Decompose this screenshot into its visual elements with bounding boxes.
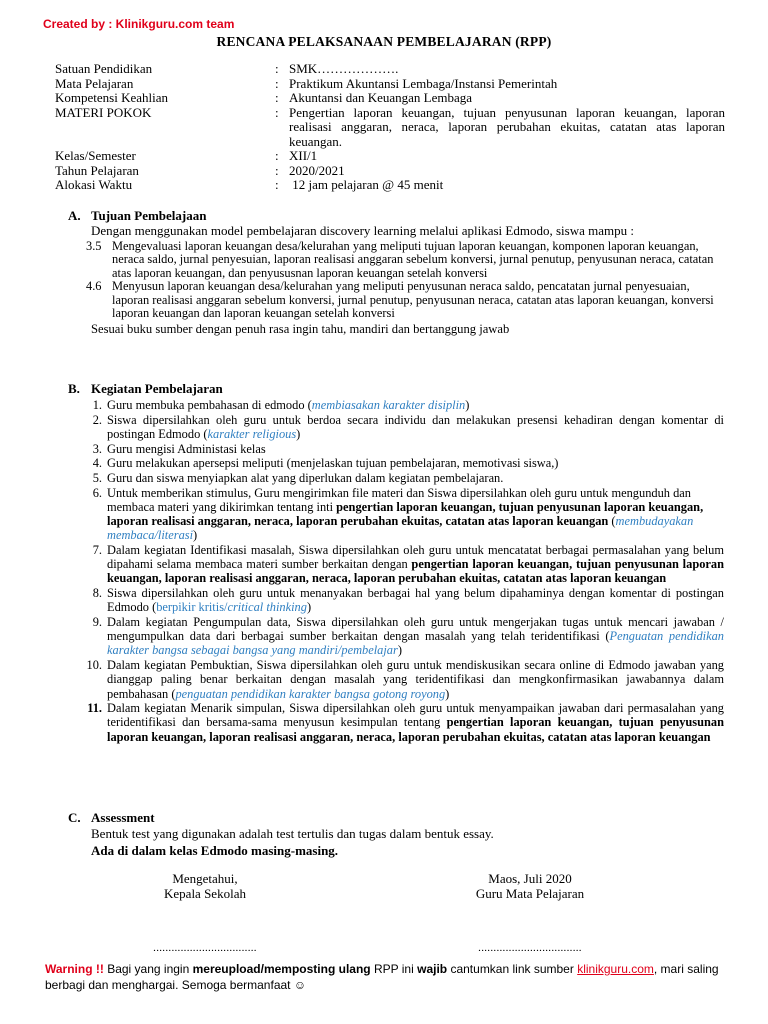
section-title: Assessment bbox=[91, 810, 155, 825]
footer-warning bbox=[45, 961, 735, 993]
info-row bbox=[55, 106, 725, 150]
activity-text-part: ) bbox=[296, 426, 301, 441]
info-value: 12 jam pelajaran @ 45 menit bbox=[289, 177, 444, 192]
info-label: Mata Pelajaran bbox=[55, 75, 134, 91]
character-note: karakter religious bbox=[207, 426, 297, 441]
assessment-note: Ada di dalam kelas Edmodo masing-masing. bbox=[91, 842, 339, 858]
activity-item bbox=[80, 586, 724, 614]
section-letter: A. bbox=[68, 208, 81, 223]
activity-text-part: Untuk memberikan stimulus, Guru mengirimkan file materi dan Siswa dipersilahkan oleh guru untuk mengunduh dan membaca materi yang dikirimkan tentang inti bbox=[107, 485, 691, 514]
info-colon: : bbox=[275, 162, 279, 178]
character-note: berpikir kritis/ bbox=[156, 600, 228, 615]
signature-line: .................................. bbox=[153, 942, 257, 954]
activity-number: 7. bbox=[92, 543, 102, 558]
info-value: XII/1 bbox=[289, 148, 318, 163]
signature-right bbox=[455, 871, 605, 956]
source-link[interactable]: klinikguru.com bbox=[577, 962, 654, 976]
signature-line: .................................. bbox=[478, 942, 582, 954]
activity-number: 6. bbox=[92, 485, 102, 500]
activity-text bbox=[107, 398, 724, 412]
info-table bbox=[55, 62, 725, 193]
character-note: membiasakan karakter disiplin bbox=[311, 398, 466, 412]
activity-text: Guru melakukan apersepsi meliputi (menjelaskan tujuan pembelajaran, memotivasi siswa,) bbox=[107, 456, 559, 471]
info-colon: : bbox=[275, 61, 279, 76]
warning-text: Bagi yang ingin bbox=[103, 962, 193, 976]
info-colon: : bbox=[275, 75, 279, 91]
info-row bbox=[55, 62, 725, 77]
activity-text-part: Dalam kegiatan Menarik simpulan, Siswa dipersilahkan oleh guru untuk menyampaikan jawaban dari permasalahan yang teridentifikasi dan bersama-sama menyusun kesimpulan tentang bbox=[107, 701, 724, 730]
activity-text-part: ) bbox=[465, 398, 470, 412]
activity-number: 9. bbox=[92, 615, 102, 630]
activity-item bbox=[80, 442, 724, 456]
activity-number: 10. bbox=[86, 658, 102, 673]
topic-emphasis: pengertian laporan keuangan, tujuan penyusunan laporan keuangan, laporan realisasi anggaran, neraca, laporan perubahan ekuitas, catatan atas laporan keuangan bbox=[107, 715, 725, 744]
info-value: Praktikum Akuntansi Lembaga/Instansi Pemerintah bbox=[289, 75, 558, 91]
section-title: Kegiatan Pembelajaran bbox=[91, 381, 223, 396]
info-colon: : bbox=[275, 177, 279, 192]
created-by-label: Created by : Klinikguru.com team bbox=[43, 17, 235, 31]
topic-emphasis: pengertian laporan keuangan, tujuan penyusunan laporan keuangan, laporan realisasi anggaran, neraca, laporan perubahan ekuitas, catatan atas laporan keuangan bbox=[107, 557, 724, 586]
info-row bbox=[55, 149, 725, 164]
info-label: Tahun Pelajaran bbox=[55, 162, 139, 178]
activity-text: Guru mengisi Administasi kelas bbox=[107, 441, 266, 456]
activity-item bbox=[80, 398, 724, 412]
objective-number: 3.5 bbox=[86, 238, 102, 253]
activity-item bbox=[80, 486, 724, 543]
activity-item bbox=[80, 615, 724, 658]
section-a bbox=[68, 208, 724, 337]
warning-emphasis: wajib bbox=[417, 962, 448, 976]
activity-text-part: ) bbox=[193, 528, 198, 543]
activity-text bbox=[107, 586, 724, 614]
activity-text bbox=[107, 615, 724, 658]
section-closing: Sesuai buku sumber dengan penuh rasa ingin tahu, mandiri dan bertanggung jawab bbox=[91, 322, 510, 337]
activity-number: 2. bbox=[92, 412, 102, 427]
info-colon: : bbox=[275, 104, 279, 120]
activity-text-part: Dalam kegiatan Identifikasi masalah, Siswa dipersilahkan oleh guru untuk mencatatat berbagai permasalahan yang belum dipahami selama membaca materi sumber berkaitan dengan bbox=[107, 543, 724, 572]
activity-item bbox=[80, 471, 724, 485]
info-label: MATERI POKOK bbox=[55, 104, 152, 120]
activity-text-part: ( bbox=[608, 514, 616, 529]
section-b bbox=[68, 381, 724, 744]
activity-text bbox=[107, 701, 724, 744]
activity-text-part: Dalam kegiatan Pengumpulan data, Siswa dipersilahkan oleh guru untuk mengerjakan tugas untuk mencari jawaban / mengumpulkan data dari berbagai sumber berkaitan dengan masalah yang telah teridentifikasi ( bbox=[107, 615, 724, 644]
info-row bbox=[55, 178, 725, 193]
activity-number: 5. bbox=[92, 471, 102, 486]
info-label: Alokasi Waktu bbox=[55, 177, 133, 192]
section-heading bbox=[68, 810, 724, 826]
activity-number: 4. bbox=[92, 456, 102, 471]
topic-emphasis: pengertian laporan keuangan, tujuan penyusunan laporan keuangan, laporan realisasi anggaran, neraca, laporan perubahan ekuitas, catatan atas laporan keuangan bbox=[107, 499, 704, 529]
info-value: Pengertian laporan keuangan, tujuan penyusunan laporan keuangan, laporan realisasi anggaran, neraca, laporan perubahan ekuitas, catatan atas laporan keuangan. bbox=[289, 104, 725, 149]
objective-number: 4.6 bbox=[86, 279, 102, 294]
activity-text bbox=[107, 486, 724, 543]
info-row bbox=[55, 91, 725, 106]
character-note: membudayakan membaca/literasi bbox=[107, 514, 694, 543]
section-c bbox=[68, 810, 724, 858]
activity-text-part: Guru membuka pembahasan di edmodo ( bbox=[107, 398, 312, 412]
info-row bbox=[55, 77, 725, 92]
section-heading bbox=[68, 381, 724, 397]
warning-text: RPP ini bbox=[370, 962, 418, 976]
warning-label: Warning !! bbox=[45, 962, 104, 976]
info-value: 2020/2021 bbox=[289, 162, 345, 178]
info-colon: : bbox=[275, 90, 279, 105]
signature-left bbox=[130, 871, 280, 956]
activity-number: 3. bbox=[92, 441, 102, 456]
info-label: Kompetensi Keahlian bbox=[55, 90, 168, 105]
activity-number: 11. bbox=[87, 701, 102, 716]
objective-item bbox=[86, 280, 724, 321]
section-title: Tujuan Pembelajaan bbox=[91, 208, 207, 223]
info-value: SMK………………. bbox=[289, 61, 399, 76]
objective-text: Mengevaluasi laporan keuangan desa/kelurahan yang meliputi tujuan laporan keuangan, komponen laporan keuangan, neraca saldo, jurnal penyesuian, laporan realisasi anggaran sebelum konversi, jurnal penutup, penyusunan neraca, catatan atas laporan keuangan, dan penyususnan laporan keuangan setelah konversi bbox=[112, 238, 714, 280]
character-note: penguatan pendidikan karakter bangsa gotong royong bbox=[175, 686, 446, 701]
info-label: Kelas/Semester bbox=[55, 148, 136, 163]
activity-list bbox=[80, 398, 724, 744]
objective-text: Menyusun laporan keuangan desa/kelurahan yang meliputi penyusunan neraca saldo, pencatatan jurnal penyesuaian, laporan realisasi anggaran sebelum konversi, jurnal penutup, penyusunan neraca, catatan atas laporan keuangan, konversi laporan keuangan dan laporan keuangan setelah konversi bbox=[112, 279, 714, 321]
section-intro: Dengan menggunakan model pembelajaran discovery learning melalui aplikasi Edmodo, siswa mampu : bbox=[91, 223, 634, 238]
activity-text-part: Siswa dipersilahkan oleh guru untuk menanyakan berbagai hal yang belum dipahaminya dengan komentar di postingan Edmodo ( bbox=[107, 586, 724, 615]
section-heading bbox=[68, 208, 724, 224]
activity-text-part: Dalam kegiatan Pembuktian, Siswa dipersilahkan oleh guru untuk mendiskusikan secara online di Edmodo jawaban yang dianggap paling benar berkaitan dengan masalah yang teridentifikasi dan mengkonfirmasikan jawabannya dalam pembahasan ( bbox=[107, 658, 724, 701]
info-value: Akuntansi dan Keuangan Lembaga bbox=[289, 90, 473, 105]
activity-text bbox=[107, 413, 724, 441]
activity-text-part: ) bbox=[445, 686, 450, 701]
assessment-text: Bentuk test yang digunakan adalah test tertulis dan tugas dalam bentuk essay. bbox=[91, 826, 494, 841]
character-note: Penguatan pendidikan karakter bangsa sebagai bangsa yang mandiri/pembelajar bbox=[107, 629, 724, 658]
activity-text: Guru dan siswa menyiapkan alat yang diperlukan dalam kegiatan pembelajaran. bbox=[107, 471, 504, 486]
signature-caption: Maos, Juli 2020 bbox=[488, 871, 572, 886]
signature-role: Kepala Sekolah bbox=[164, 886, 246, 901]
activity-text bbox=[107, 543, 724, 586]
activity-item bbox=[80, 413, 724, 441]
activity-text-part: Siswa dipersilahkan oleh guru untuk berdoa secara individu dan melakukan presensi kehadiran dengan komentar di postingan Edmodo ( bbox=[107, 412, 724, 441]
activity-number: 8. bbox=[92, 586, 102, 601]
warning-emphasis: mereupload/memposting ulang bbox=[192, 962, 371, 976]
activity-item bbox=[80, 701, 724, 744]
section-letter: C. bbox=[68, 810, 81, 825]
info-label: Satuan Pendidikan bbox=[55, 61, 153, 76]
signature-caption: Mengetahui, bbox=[172, 871, 238, 886]
activity-text-part: ) bbox=[397, 643, 402, 658]
objective-item bbox=[86, 240, 724, 281]
document-title: RENCANA PELAKSANAAN PEMBELAJARAN (RPP) bbox=[216, 34, 552, 49]
character-note: critical thinking bbox=[227, 600, 307, 615]
activity-item bbox=[80, 543, 724, 586]
activity-number: 1. bbox=[92, 398, 102, 412]
section-letter: B. bbox=[68, 381, 80, 396]
info-colon: : bbox=[275, 148, 279, 163]
activity-item bbox=[80, 658, 724, 701]
info-row bbox=[55, 164, 725, 179]
activity-text-part: ) bbox=[306, 600, 312, 615]
warning-text: , mari saling berbagi dan menghargai. Semoga bermanfaat ☺ bbox=[45, 962, 719, 992]
activity-text bbox=[107, 658, 724, 701]
signature-role: Guru Mata Pelajaran bbox=[475, 886, 585, 901]
objectives-list bbox=[86, 240, 724, 322]
activity-item bbox=[80, 456, 724, 470]
warning-text: cantumkan link sumber bbox=[447, 962, 578, 976]
